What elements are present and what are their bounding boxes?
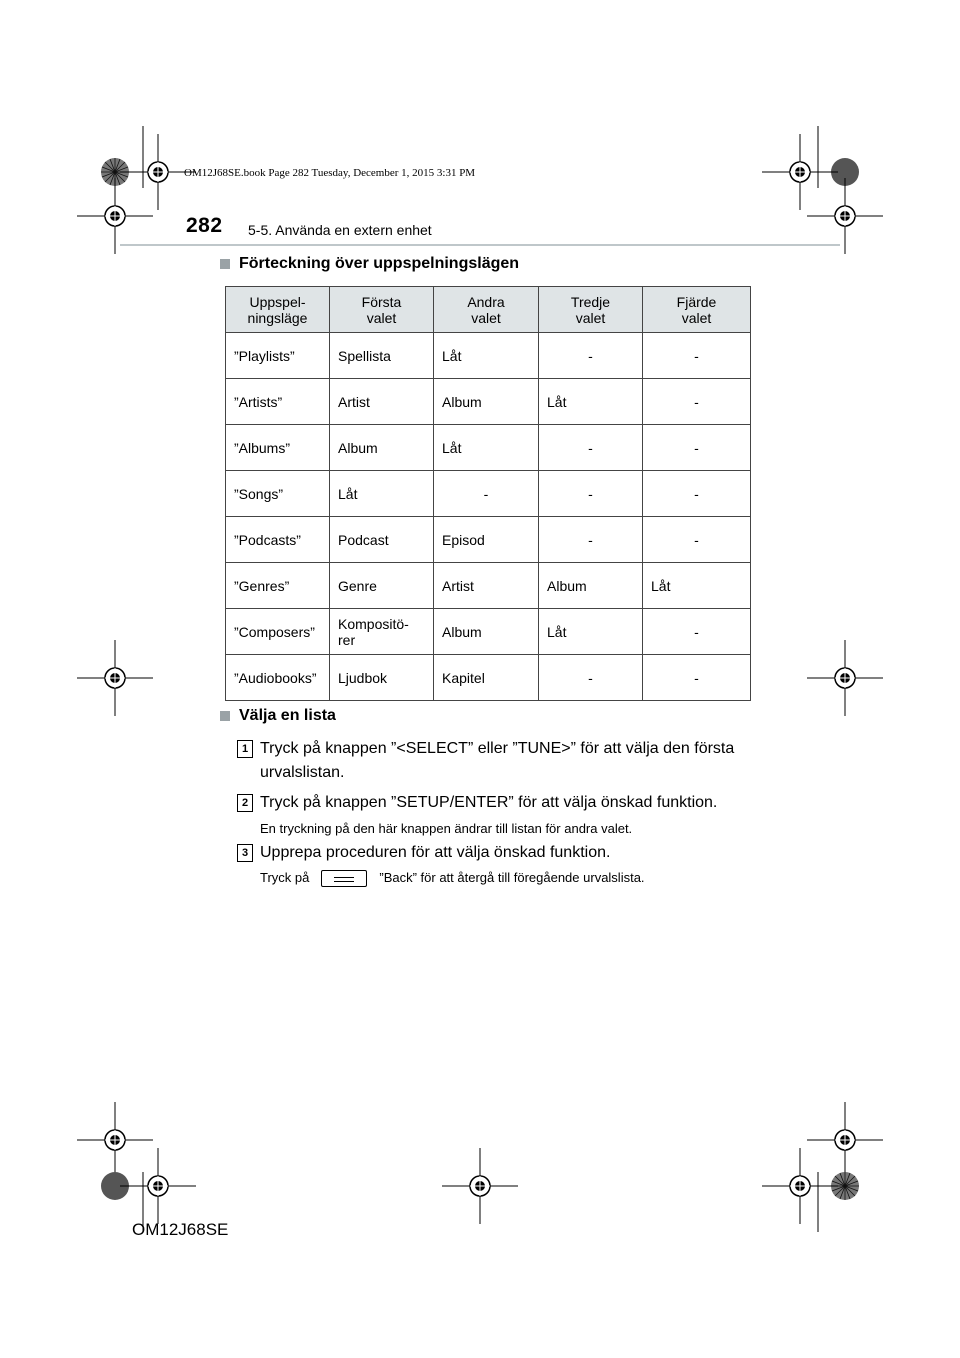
table-cell: Album	[539, 563, 643, 609]
section-title-text: Förteckning över uppspelningslägen	[239, 255, 520, 272]
table-cell: Ljudbok	[330, 655, 434, 701]
step-2	[237, 791, 757, 815]
table-cell: Genre	[330, 563, 434, 609]
table-cell: Album	[330, 425, 434, 471]
playback-modes-table	[225, 286, 751, 701]
chapter-title: 5-5. Använda en extern enhet	[248, 222, 432, 238]
table-cell: -	[539, 471, 643, 517]
table-row	[226, 655, 751, 701]
table-cell: Låt	[539, 379, 643, 425]
table-cell: -	[539, 517, 643, 563]
table-cell: ”Playlists”	[226, 333, 330, 379]
column-header: Tredje valet	[539, 287, 643, 333]
table-row	[226, 609, 751, 655]
manual-code: OM12J68SE	[132, 1220, 229, 1239]
table-cell: -	[539, 333, 643, 379]
step-text: Tryck på knappen ”SETUP/ENTER” för att välja önskad funktion.	[260, 794, 718, 811]
table-cell: Låt	[434, 425, 539, 471]
bullet-square-icon	[220, 259, 230, 269]
back-button-icon	[321, 870, 367, 887]
step-text: Upprepa proceduren för att välja önskad funktion.	[260, 844, 611, 861]
step-3-note	[260, 870, 645, 887]
page-number: 282	[186, 214, 223, 237]
step-number-badge: 2	[237, 794, 253, 812]
table-cell: -	[434, 471, 539, 517]
note-text-after: ”Back” för att återgå till föregående urvalslista.	[379, 870, 645, 885]
section-title-text: Välja en lista	[239, 707, 336, 724]
table-body	[226, 333, 751, 701]
step-2-note: En tryckning på den här knappen ändrar till listan för andra valet.	[260, 821, 633, 836]
table-cell: Artist	[434, 563, 539, 609]
table-cell: Artist	[330, 379, 434, 425]
table-row	[226, 425, 751, 471]
column-header: Första valet	[330, 287, 434, 333]
table-cell: Album	[434, 379, 539, 425]
table-row	[226, 471, 751, 517]
column-header: Fjärde valet	[643, 287, 751, 333]
table-cell: Album	[434, 609, 539, 655]
table-cell: Spellista	[330, 333, 434, 379]
table-cell: Låt	[539, 609, 643, 655]
table-cell: -	[539, 655, 643, 701]
header-rule	[120, 244, 840, 246]
table-cell: Kapitel	[434, 655, 539, 701]
table-cell: ”Artists”	[226, 379, 330, 425]
table-row	[226, 333, 751, 379]
table-cell: ”Podcasts”	[226, 517, 330, 563]
table-row	[226, 517, 751, 563]
step-number-badge: 3	[237, 844, 253, 862]
table-cell: Låt	[643, 563, 751, 609]
table-cell: -	[643, 333, 751, 379]
book-print-info: OM12J68SE.book Page 282 Tuesday, December 1, 2015 3:31 PM	[184, 167, 476, 179]
table-cell: ”Composers”	[226, 609, 330, 655]
table-cell: Kompositö- rer	[330, 609, 434, 655]
table-cell: -	[643, 471, 751, 517]
table-cell: Podcast	[330, 517, 434, 563]
table-row	[226, 563, 751, 609]
section-title-choose-list	[220, 707, 336, 725]
table-cell: -	[643, 517, 751, 563]
table-cell: -	[643, 425, 751, 471]
note-text-before: Tryck på	[260, 870, 310, 885]
table-cell: Låt	[434, 333, 539, 379]
step-1	[237, 737, 757, 785]
table-header-row	[226, 287, 751, 333]
table-cell: -	[539, 425, 643, 471]
table-cell: ”Genres”	[226, 563, 330, 609]
step-text: Tryck på knappen ”<SELECT” eller ”TUNE>” för att välja den första urvalslistan.	[260, 740, 735, 781]
table-cell: ”Songs”	[226, 471, 330, 517]
column-header: Andra valet	[434, 287, 539, 333]
table-cell: -	[643, 609, 751, 655]
table-cell: ”Albums”	[226, 425, 330, 471]
bullet-square-icon	[220, 711, 230, 721]
table-cell: Episod	[434, 517, 539, 563]
table-cell: Låt	[330, 471, 434, 517]
table-row	[226, 379, 751, 425]
step-3	[237, 841, 757, 865]
table-cell: -	[643, 655, 751, 701]
column-header: Uppspel- ningsläge	[226, 287, 330, 333]
table-cell: -	[643, 379, 751, 425]
table-cell: ”Audiobooks”	[226, 655, 330, 701]
step-number-badge: 1	[237, 740, 253, 758]
section-title-playback-modes	[220, 255, 519, 273]
